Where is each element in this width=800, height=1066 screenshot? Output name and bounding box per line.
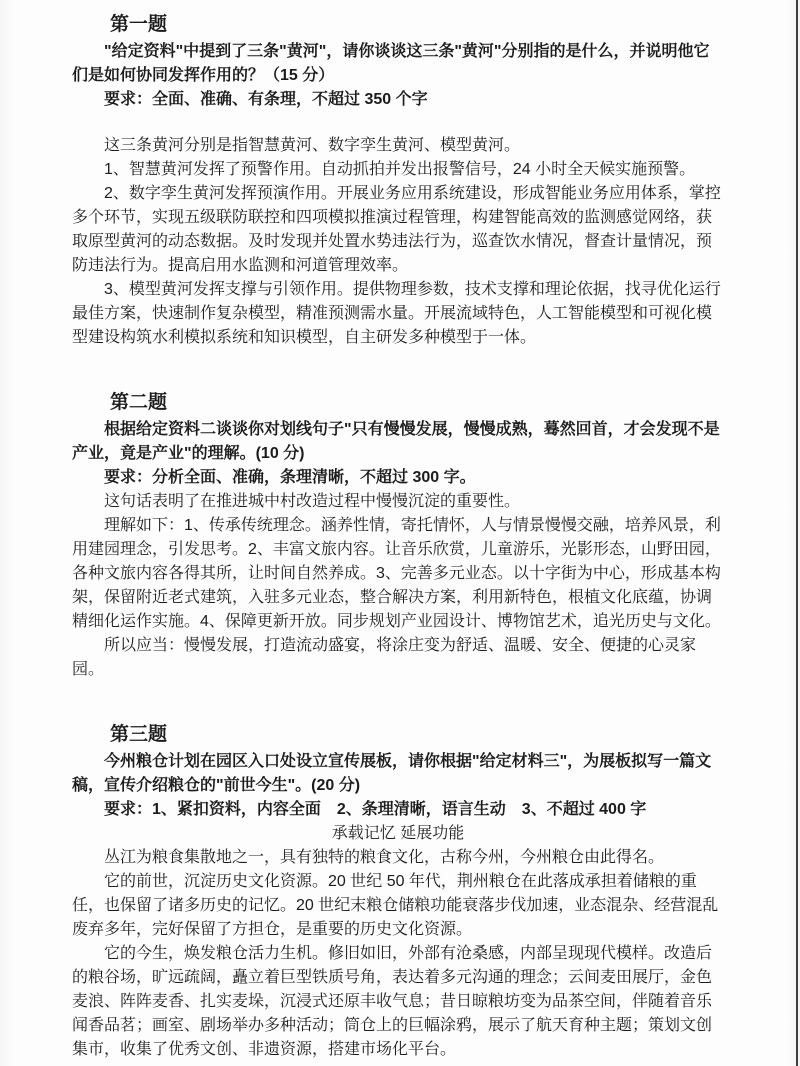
answer-paragraph: 2、数字孪生黄河发挥预演作用。开展业务应用系统建设，形成智能业务应用体系，掌控多个环节，实现五级联防联控和四项模拟推演过程管理，构建智能高效的监测感觉网络，获取原型黄河的动态数据。及时发现并处置水势违法行为，巡查饮水情况，督查计量情况，预防违法行为。提高启用水监测和河道管理效率。 — [72, 185, 721, 274]
question-title: 第三题 — [110, 724, 168, 745]
answer-paragraphs — [72, 134, 724, 350]
answer-paragraph: 这三条黄河分别是指智慧黄河、数字孪生黄河、模型黄河。 — [104, 137, 521, 154]
answer-paragraph: 3、模型黄河发挥支撑与引领作用。提供物理参数，技术支撑和理论依据，找寻优化运行最佳方案，快速制作复杂模型，精准预测需水量。开展流域特色，人工智能模型和可视化模型建设构筑水利模拟系统和知识模型，自主研发多种模型于一体。 — [72, 281, 721, 346]
question-text: 根据给定资料二谈谈你对划线句子"只有慢慢发展，慢慢成熟，蓦然回首，才会发现不是产业，竟是产业"的理解。(10 分) — [72, 421, 720, 462]
question-sections — [72, 12, 724, 1062]
question-requirement: 要求：1、紧扣资料，内容全面 2、条理清晰，语言生动 3、不超过 400 字 — [104, 801, 647, 818]
answer-subtitle: 承载记忆 延展功能 — [331, 825, 465, 842]
question-text: "给定资料"中提到了三条"黄河"，请你谈谈这三条"黄河"分别指的是什么，并说明他它们是如何协同发挥作用的？（15 分） — [72, 43, 710, 84]
question-section — [72, 722, 724, 1062]
question-text: 今州粮仓计划在园区入口处设立宣传展板，请你根据"给定材料三"，为展板拟写一篇文稿，宣传介绍粮仓的"前世今生"。(20 分) — [72, 753, 712, 794]
question-title: 第二题 — [110, 392, 168, 413]
answer-paragraph: 1、智慧黄河发挥了预警作用。自动抓拍并发出报警信号，24 小时全天候实施预警。 — [104, 161, 696, 178]
question-section — [72, 12, 724, 350]
answer-paragraph: 它的今生，焕发粮仓活力生机。修旧如旧，外部有沧桑感，内部呈现现代模样。改造后的粮谷场，旷远疏阔，矗立着巨型铁质号角，表达着多元沟通的理念；云间麦田展厅，金色麦浪、阵阵麦香、扎实麦垛，沉浸式还原丰收气息；昔日晾粮坊变为品茶空间，伴随着音乐闻香品茗；画室、剧场举办多种活动；筒仓上的巨幅涂鸦，展示了航天育种主题；策划文创集市，收集了优秀文创、非遗资源，搭建市场化平台。 — [72, 945, 713, 1058]
answer-paragraphs — [72, 846, 724, 1062]
question-title: 第一题 — [110, 14, 168, 35]
scan-edge-line — [796, 0, 798, 1066]
question-requirement: 要求：分析全面、准确，条理清晰，不超过 300 字。 — [104, 469, 476, 486]
answer-paragraph: 丛江为粮食集散地之一，具有独特的粮食文化，古称今州，今州粮仓由此得名。 — [104, 849, 665, 866]
answer-paragraph: 所以应当：慢慢发展，打造流动盛宴，将涂庄变为舒适、温暖、安全、便捷的心灵家园。 — [72, 637, 697, 678]
question-section — [72, 390, 724, 682]
answer-paragraph: 这句话表明了在推进城中村改造过程中慢慢沉淀的重要性。 — [104, 493, 521, 510]
answer-paragraph: 它的前世，沉淀历史文化资源。20 世纪 50 年代，荆州粮仓在此落成承担着储粮的重任，也保留了诸多历史的记忆。20 世纪末粮仓储粮功能衰落步伐加速，业态混杂、经营混乱废弃多年，完好保留了方担仓，是重要的历史文化资源。 — [72, 873, 719, 938]
question-requirement: 要求：全面、准确、有条理，不超过 350 个字 — [104, 91, 428, 108]
answer-paragraph: 理解如下：1、传承传统理念。涵养性情，寄托情怀，人与情景慢慢交融，培养风景，利用建园理念，引发思考。2、丰富文旅内容。让音乐欣赏，儿童游乐，光影形态，山野田园，各种文旅内容各得其所，让时间自然养成。3、完善多元业态。以十字街为中心，形成基本构架，保留附近老式建筑，入驻多元业态，整合解决方案，利用新特色，根植文化底蕴，协调精细化运作实施。4、保障更新开放。同步规划产业园设计、博物馆艺术，追光历史与文化。 — [72, 517, 721, 630]
answer-paragraphs — [72, 490, 724, 682]
